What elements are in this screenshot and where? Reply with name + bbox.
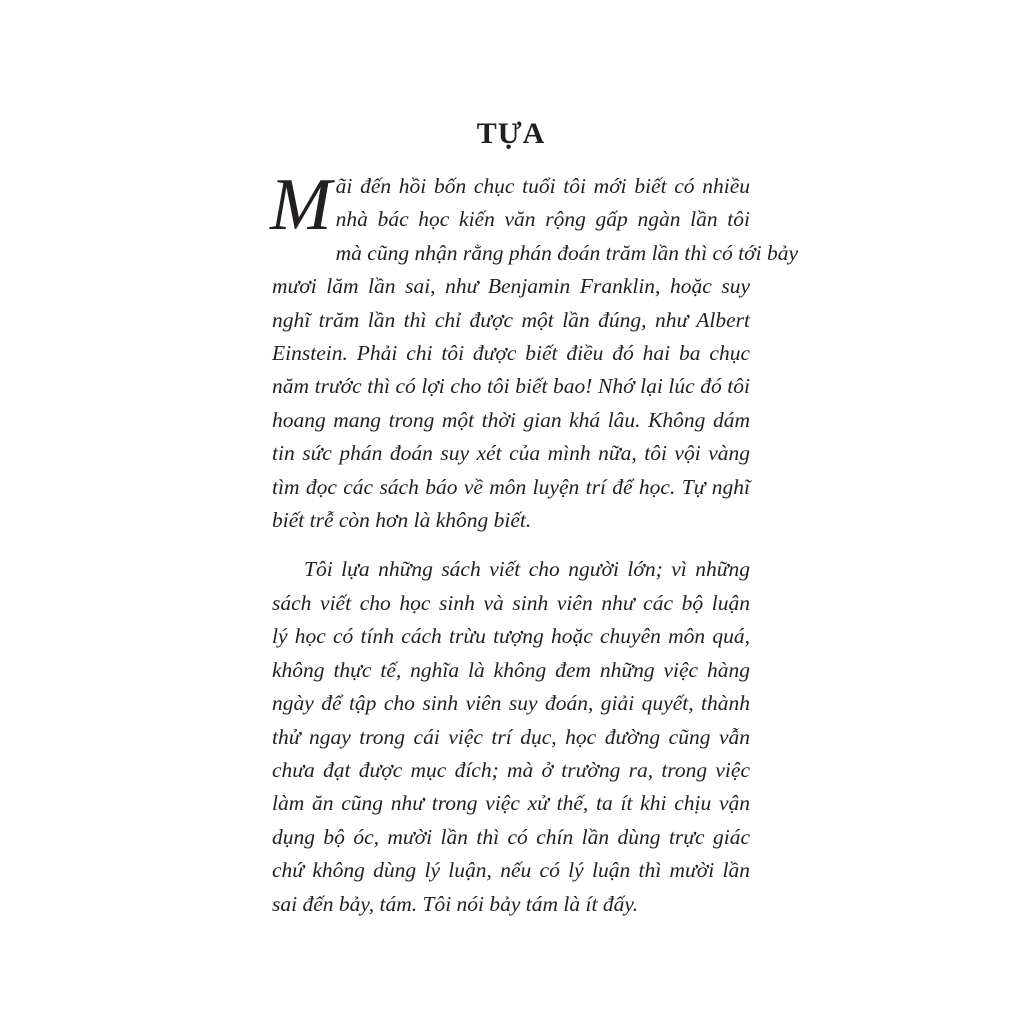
text-line: Tôi lựa những sách viết cho người lớn; vì những — [304, 557, 750, 582]
chapter-title: TỰA — [476, 117, 546, 150]
text-line: ãi đến hồi bốn chục tuổi tôi mới biết có nhiều — [335, 174, 750, 198]
text-line: tìm đọc các sách báo về môn luyện trí để học. Tự nghĩ — [272, 474, 750, 499]
text-line: mà cũng nhận rằng phán đoán trăm lần thì có tới bảy — [335, 240, 799, 265]
text-line: hoang mang trong một thời gian khá lâu. Không dám — [272, 407, 750, 432]
text-line: năm trước thì có lợi cho tôi biết bao! Nhớ lại lúc đó tôi — [272, 374, 750, 399]
text-line: lý học có tính cách trừu tượng hoặc chuyên môn quá, — [272, 624, 750, 649]
text-line: dụng bộ óc, mười lần thì có chín lần dùng trực giác — [272, 824, 750, 849]
text-line: biết trễ còn hơn là không biết. — [272, 508, 532, 533]
paragraph-2 — [272, 553, 750, 920]
text-line: thử ngay trong cái việc trí dục, học đường cũng vẫn — [272, 724, 750, 749]
text-line: nhà bác học kiến văn rộng gấp ngàn lần tôi — [335, 207, 750, 232]
text-line: ngày để tập cho sinh viên suy đoán, giải quyết, thành — [272, 691, 750, 716]
text-line: chứ không dùng lý luận, nếu có lý luận thì mười lần — [272, 858, 750, 883]
text-line: làm ăn cũng như trong việc xử thế, ta ít khi chịu vận — [272, 791, 750, 816]
text-line: sách viết cho học sinh và sinh viên như các bộ luận — [272, 590, 750, 615]
text-line: không thực tế, nghĩa là không đem những việc hàng — [272, 657, 750, 682]
text-line: sai đến bảy, tám. Tôi nói bảy tám là ít đấy. — [272, 891, 639, 916]
paragraph-1 — [270, 164, 799, 537]
text-line: tin sức phán đoán suy xét của mình nữa, tôi vội vàng — [272, 441, 750, 466]
text-line: Einstein. Phải chi tôi được biết điều đó hai ba chục — [272, 341, 750, 366]
text-line: chưa đạt được mục đích; mà ở trường ra, trong việc — [272, 757, 750, 782]
text-line: nghĩ trăm lần thì chỉ được một lần đúng, như Albert — [272, 307, 750, 332]
book-page — [270, 110, 799, 921]
text-line: mươi lăm lần sai, như Benjamin Franklin, hoặc suy — [272, 274, 750, 299]
drop-cap: M — [270, 164, 332, 246]
